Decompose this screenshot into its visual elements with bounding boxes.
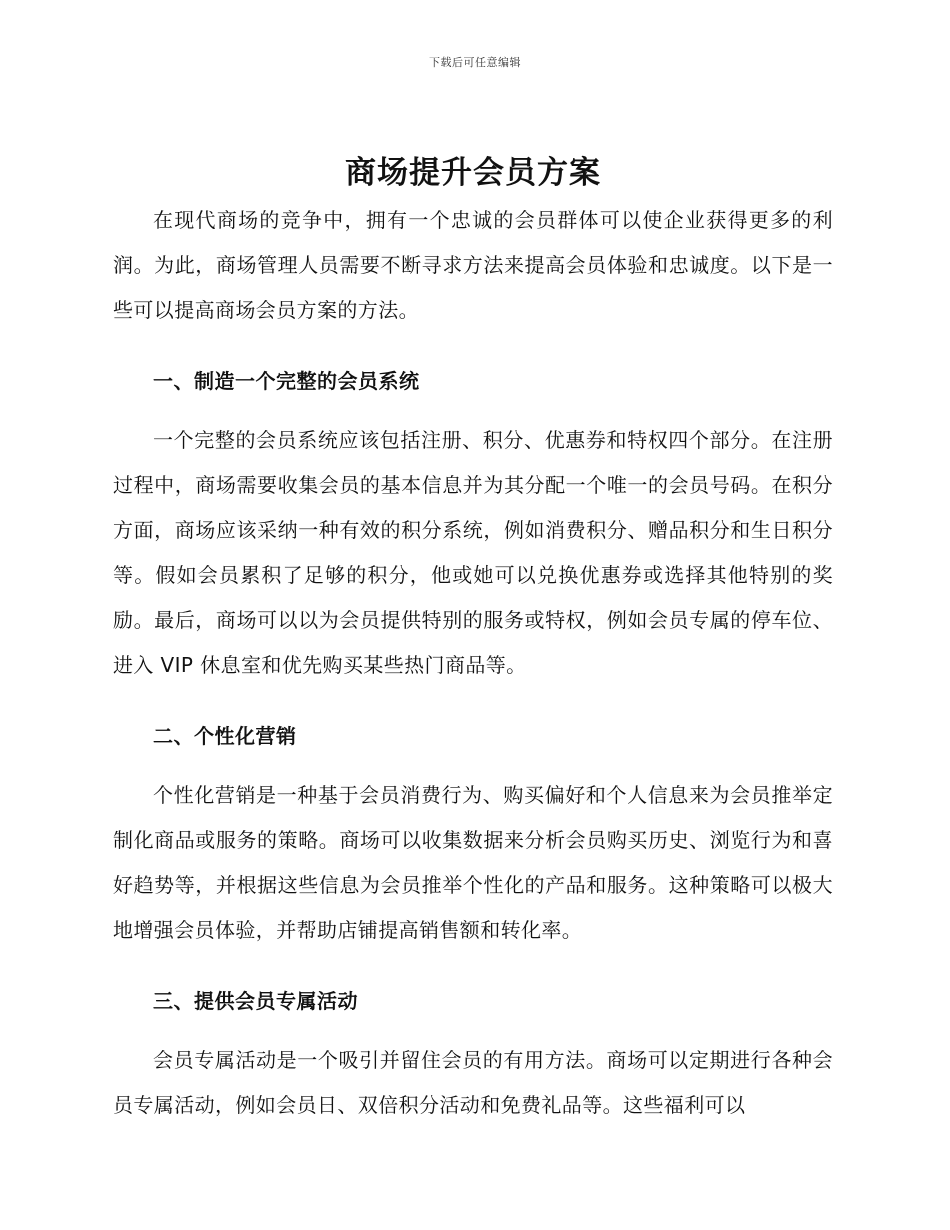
intro-paragraph: 在现代商场的竞争中，拥有一个忠诚的会员群体可以使企业获得更多的利润。为此，商场管理人员需要不断寻求方法来提高会员体验和忠诚度。以下是一些可以提高商场会员方案的方法。 <box>113 208 833 322</box>
section-body-3: 会员专属活动是一个吸引并留住会员的有用方法。商场可以定期进行各种会员专属活动，例如会员日、双倍积分活动和免费礼品等。这些福利可以 <box>113 1048 833 1117</box>
document-body <box>113 148 833 1128</box>
document-title: 商场提升会员方案 <box>345 155 601 191</box>
section-heading-2: 二、个性化营销 <box>153 724 297 748</box>
section-heading-1: 一、制造一个完整的会员系统 <box>153 369 420 393</box>
section-body-1: 一个完整的会员系统应该包括注册、积分、优惠券和特权四个部分。在注册过程中，商场需要收集会员的基本信息并为其分配一个唯一的会员号码。在积分方面，商场应该采纳一种有效的积分系统，例如消费积分、赠品积分和生日积分等。假如会员累积了足够的积分，他或她可以兑换优惠券或选择其他特别的奖励。最后，商场可以以为会员提供特别的服务或特权，例如会员专属的停车位、进入 VIP 休息室和优先购买某些热门商品等。 <box>113 428 833 677</box>
section-heading-3: 三、提供会员专属活动 <box>153 989 358 1013</box>
section-body-2: 个性化营销是一种基于会员消费行为、购买偏好和个人信息来为会员推举定制化商品或服务的策略。商场可以收集数据来分析会员购买历史、浏览行为和喜好趋势等，并根据这些信息为会员推举个性化的产品和服务。这种策略可以极大地增强会员体验，并帮助店铺提高销售额和转化率。 <box>113 783 833 942</box>
page-header: 下载后可任意编辑 <box>429 56 521 69</box>
